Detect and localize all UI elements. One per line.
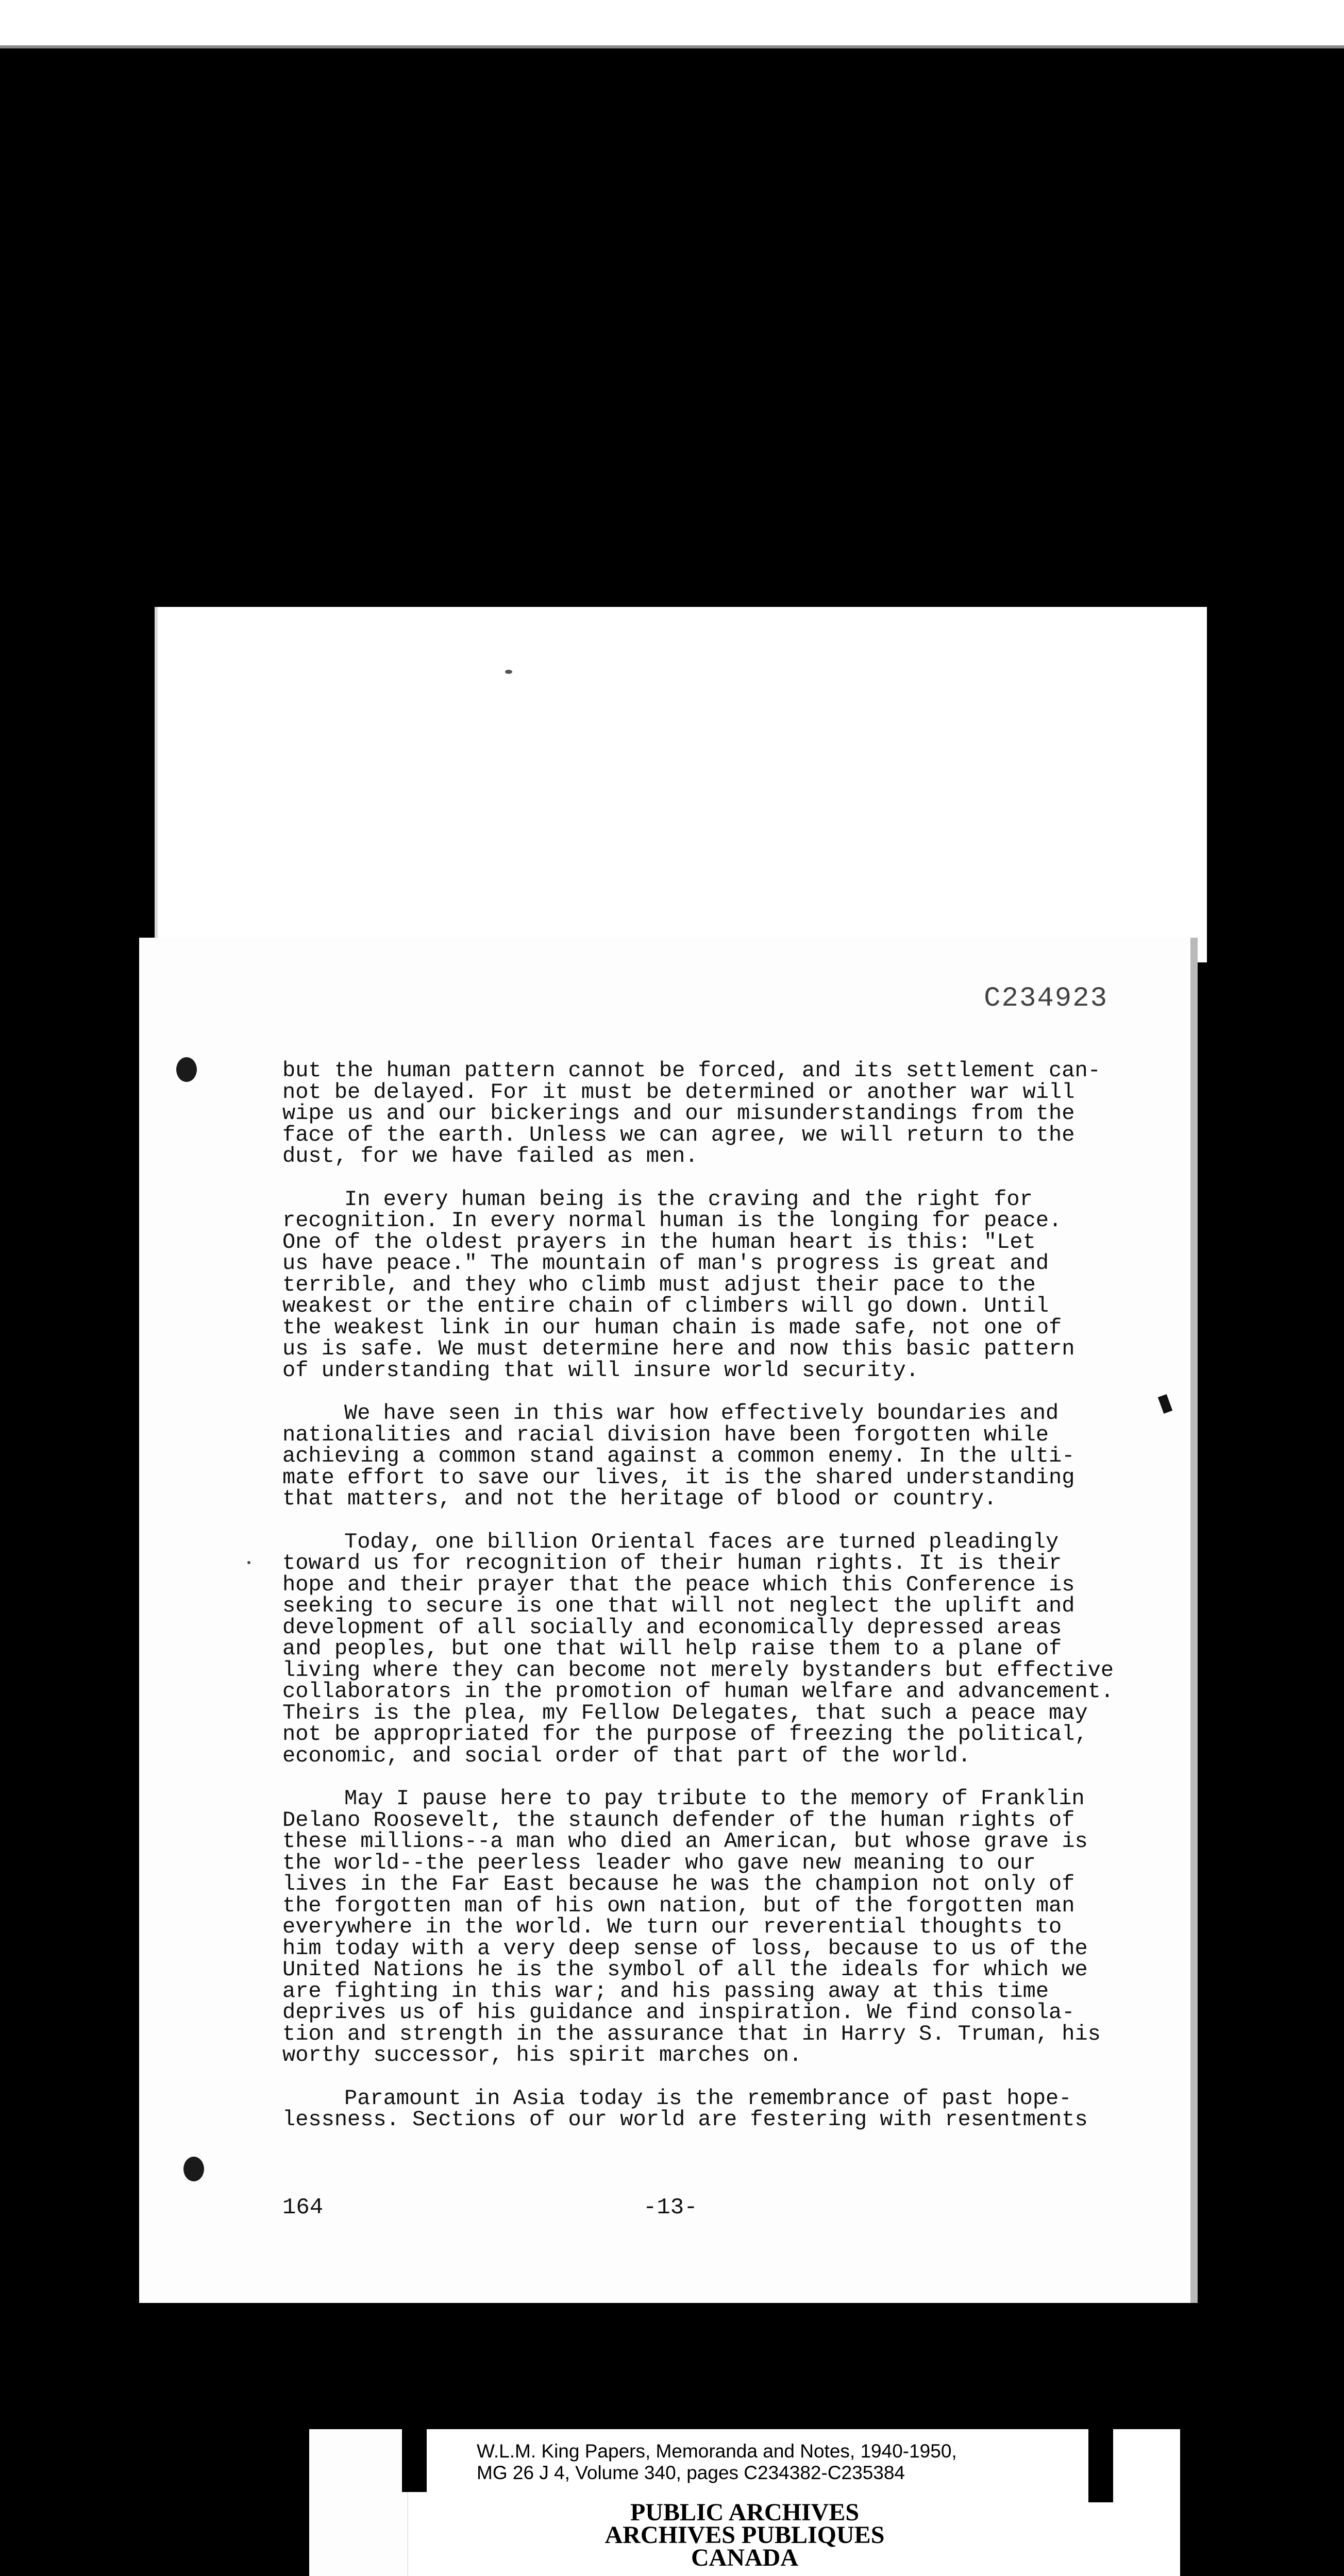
top-white-strip: [0, 0, 1344, 48]
collection-line: W.L.M. King Papers, Memoranda and Notes, 1940-1950,: [477, 2441, 957, 2462]
punch-hole-bottom: [183, 2157, 204, 2181]
archives-country: CANADA: [691, 2544, 798, 2571]
collection-line: MG 26 J 4, Volume 340, pages C234382-C235384: [477, 2462, 905, 2483]
page-number: -13-: [643, 2195, 698, 2221]
archives-english: PUBLIC ARCHIVES: [630, 2499, 860, 2526]
archives-stamp: [309, 2501, 1180, 2569]
paragraph: but the human pattern cannot be forced, and its settlement can- not be delayed. For it must be determined or another war will wipe us and our bickerings and our misunderstandings from the face of the earth. Unless we can agree, we will return to the dust, for we have failed as men.: [282, 1058, 1101, 1168]
archive-label: [309, 2429, 1180, 2576]
label-bar: [402, 2429, 427, 2492]
paragraph: May I pause here to pay tribute to the memory of Franklin Delano Roosevelt, the staunch defender of the human rights of these millions--a man who died an American, but whose grave is the world--the peerless leader who gave new meaning to our lives in the Far East because he was the champion not only of the forgotten man of his own nation, but of the forgotten man everywhere in the world. We turn our reverential thoughts to him today with a very deep sense of loss, because to us of the United Nations he is the symbol of all the ideals for which we are fighting in this war; and his passing away at this time deprives us of his guidance and inspiration. We find consola- tion and strength in the assurance that in Harry S. Truman, his worthy successor, his spirit marches on.: [282, 1786, 1101, 2067]
paragraph: We have seen in this war how effectively boundaries and nationalities and racial division have been forgotten while achieving a common stand against a common enemy. In the ulti- mate effort to save our lives, it is the shared understanding that matters, and not the heritage of blood or country.: [282, 1401, 1075, 1511]
paragraph: In every human being is the craving and the right for recognition. In every normal human is the longing for peace. One of the oldest prayers in the human heart is this: "Let us have peace." The mountain of man's progress is great and terrible, and they who climb must adjust their pace to the weakest or the entire chain of climbers will go down. Until the weakest link in our human chain is made safe, not one of us is safe. We must determine here and now this basic pattern of understanding that will insure world security.: [282, 1187, 1075, 1383]
document-reference-number: C234923: [984, 983, 1108, 1014]
underlying-sheet: [155, 607, 1207, 962]
sheet-mark: [505, 670, 512, 674]
archives-french: ARCHIVES PUBLIQUES: [604, 2521, 885, 2549]
margin-mark: [1158, 1394, 1173, 1414]
label-bar: [1088, 2429, 1113, 2502]
margin-dot: [247, 1561, 250, 1564]
collection-info: [477, 2441, 957, 2484]
document-body: [282, 1060, 1158, 2153]
paragraph: Today, one billion Oriental faces are turned pleadingly toward us for recognition of their human rights. It is their hope and their prayer that the peace which this Conference is seeking to secure is one that will not neglect the uplift and development of all socially and economically depressed areas and peoples, but one that will help raise them to a plane of living where they can become not merely bystanders but effective collaborators in the promotion of human welfare and advancement. Theirs is the plea, my Fellow Delegates, that such a peace may not be appropriated for the purpose of freezing the political, economic, and social order of that part of the world.: [282, 1529, 1114, 1768]
paragraph: Paramount in Asia today is the remembrance of past hope- lessness. Sections of our world are festering with resentments: [282, 2086, 1088, 2132]
punch-hole-top: [176, 1057, 197, 1082]
folio-number: 164: [282, 2195, 324, 2221]
document-page: [139, 938, 1198, 2303]
